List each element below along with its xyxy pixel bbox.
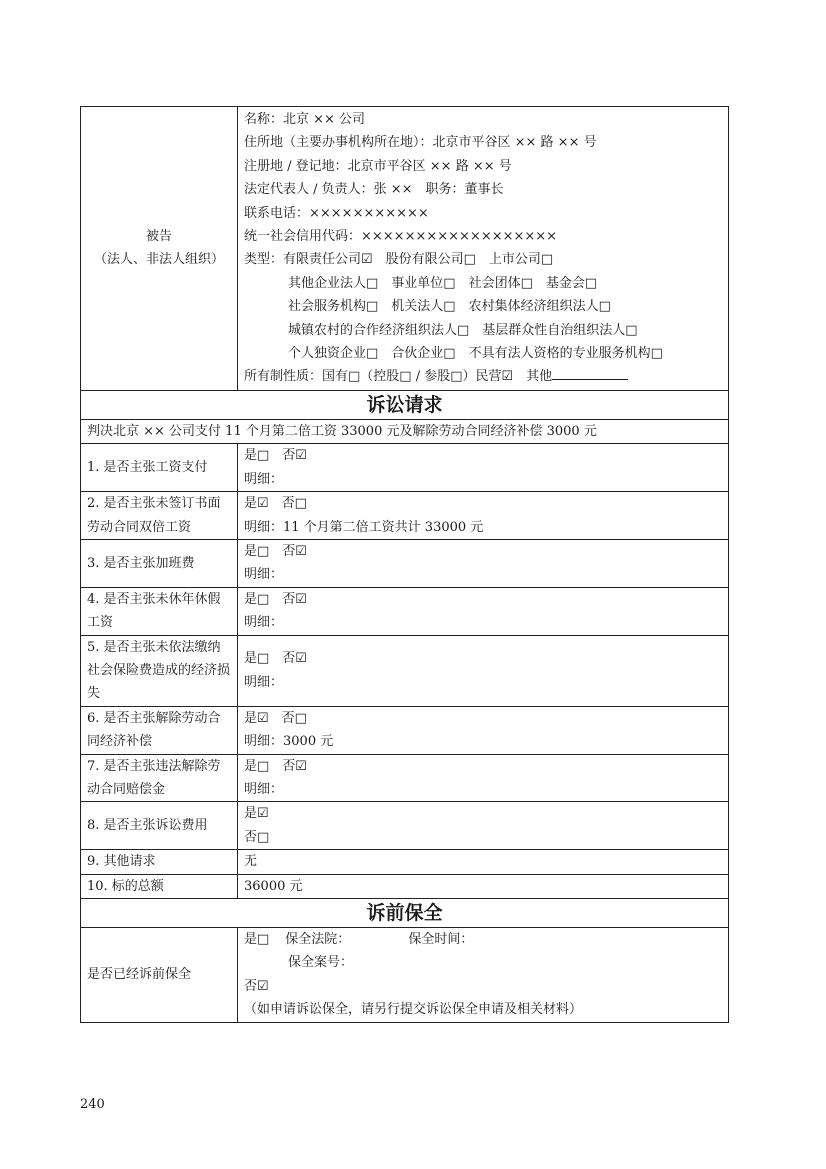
defendant-ownership: 所有制性质：国有□（控股□ / 参股□）民营☑ 其他 (244, 369, 553, 385)
claim-content (238, 444, 729, 492)
claim-label: 4. 是否主张未休年休假工资 (81, 587, 238, 635)
claim-row (81, 706, 729, 754)
page-number: 240 (80, 1097, 105, 1112)
claim-row (81, 444, 729, 492)
claim-label: 8. 是否主张诉讼费用 (81, 802, 238, 850)
claim-detail: 明细：11 个月第二倍工资共计 33000 元 (244, 519, 484, 535)
claim-value: 无 (238, 850, 729, 874)
defendant-type-line: 其他企业法人□ 事业单位□ 社会团体□ 基金会□ (288, 275, 598, 291)
claim-content (238, 492, 729, 540)
claims-header-row (81, 390, 729, 419)
claim-label: 3. 是否主张加班费 (81, 539, 238, 587)
preservation-row (81, 928, 729, 1023)
preservation-no: 否☑ (244, 978, 269, 994)
defendant-info-cell (238, 107, 729, 391)
claims-summary-row (81, 419, 729, 443)
defendant-ownership-line (244, 365, 722, 388)
claim-content (238, 802, 729, 850)
claim-detail: 明细： (244, 567, 284, 583)
claim-content (238, 754, 729, 802)
defendant-type-line: 社会服务机构□ 机关法人□ 农村集体经济组织法人□ (288, 299, 611, 315)
claim-detail: 明细： (244, 615, 284, 631)
claim-choice: 是□ 否☑ (244, 758, 307, 774)
claim-detail: 明细： (244, 781, 284, 797)
claim-choice: 是☑ (244, 806, 269, 822)
preservation-note: （如申请诉讼保全，请另行提交诉讼保全申请及相关材料） (244, 1002, 583, 1018)
form-table (80, 106, 729, 1023)
defendant-representative: 法定代表人 / 负责人：张 ×× 职务：董事长 (244, 182, 504, 198)
claim-row (81, 874, 729, 898)
preservation-court: 保全法院： (285, 932, 351, 947)
preservation-label: 是否已经诉前保全 (81, 928, 238, 1023)
preservation-yes: 是□ (244, 932, 270, 947)
claim-label: 9. 其他请求 (81, 850, 238, 874)
defendant-phone: 联系电话：××××××××××× (244, 205, 429, 221)
defendant-registered: 注册地 / 登记地：北京市平谷区 ×× 路 ×× 号 (244, 158, 512, 174)
claim-detail: 否□ (244, 829, 270, 845)
defendant-type-line: 城镇农村的合作经济组织法人□ 基层群众性自治组织法人□ (288, 322, 638, 338)
claim-choice: 是□ 否☑ (244, 448, 307, 464)
claim-detail: 明细： (244, 471, 284, 487)
claim-content (238, 706, 729, 754)
defendant-type-line: 个人独资企业□ 合伙企业□ 不具有法人资格的专业服务机构□ (288, 346, 663, 362)
defendant-type-line: 类型：有限责任公司☑ 股份有限公司□ 上市公司□ (244, 252, 554, 268)
claim-label: 1. 是否主张工资支付 (81, 444, 238, 492)
complaint-form (80, 106, 729, 1023)
preservation-content (238, 928, 729, 1023)
claim-row (81, 587, 729, 635)
claim-content (238, 635, 729, 706)
defendant-sublabel: （法人、非法人组织） (93, 252, 224, 268)
claim-label: 10. 标的总额 (81, 874, 238, 898)
claim-content (238, 539, 729, 587)
claim-choice: 是☑ 否□ (244, 710, 307, 726)
claim-label: 6. 是否主张解除劳动合同经济补偿 (81, 706, 238, 754)
claim-label: 2. 是否主张未签订书面劳动合同双倍工资 (81, 492, 238, 540)
claim-label: 7. 是否主张违法解除劳动合同赔偿金 (81, 754, 238, 802)
claim-row (81, 492, 729, 540)
preservation-header-row (81, 899, 729, 928)
claim-choice: 是□ 否☑ (244, 591, 307, 607)
defendant-label-cell (81, 107, 238, 391)
claim-choice: 是☑ 否□ (244, 496, 307, 512)
claims-summary: 判决北京 ×× 公司支付 11 个月第二倍工资 33000 元及解除劳动合同经济补偿 3000 元 (81, 419, 729, 443)
defendant-row (81, 107, 729, 391)
claim-detail: 明细： (244, 674, 284, 690)
claim-content (238, 587, 729, 635)
claim-row (81, 754, 729, 802)
claim-detail: 明细：3000 元 (244, 734, 334, 750)
claim-row (81, 802, 729, 850)
claim-value: 36000 元 (238, 874, 729, 898)
claim-row (81, 539, 729, 587)
defendant-credit-code: 统一社会信用代码：×××××××××××××××××× (244, 229, 558, 245)
claim-label: 5. 是否主张未依法缴纳社会保险费造成的经济损失 (81, 635, 238, 706)
preservation-case-no: 保全案号： (288, 955, 354, 971)
preservation-time: 保全时间： (408, 932, 474, 947)
claims-header: 诉讼请求 (81, 390, 729, 419)
claim-choice: 是□ 否☑ (244, 651, 307, 667)
preservation-yes-line (244, 928, 722, 951)
other-blank (552, 367, 628, 380)
defendant-label: 被告 (145, 229, 172, 245)
claim-row (81, 635, 729, 706)
preservation-header: 诉前保全 (81, 899, 729, 928)
defendant-name: 名称：北京 ×× 公司 (244, 112, 366, 127)
claim-row (81, 850, 729, 874)
defendant-address: 住所地（主要办事机构所在地）：北京市平谷区 ×× 路 ×× 号 (244, 135, 597, 151)
claim-choice: 是□ 否☑ (244, 543, 307, 559)
